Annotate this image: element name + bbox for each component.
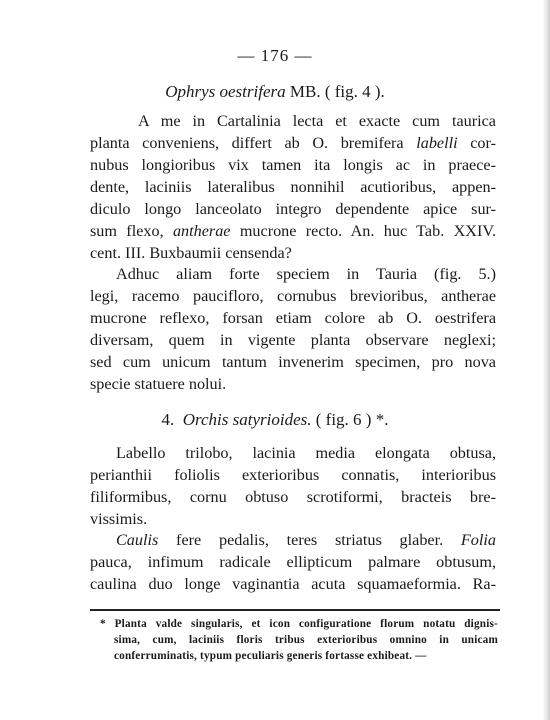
text-line: Labello trilobo, lacinia media elongata obtusa, (116, 444, 496, 462)
page-number: — 176 — (237, 46, 313, 65)
italic-term: labelli (416, 134, 458, 152)
paragraph-orchis-description (90, 529, 496, 595)
italic-term: antherae (172, 222, 231, 240)
text-line: nubus longioribus vix tamen ita longis ac in praece- (90, 156, 496, 174)
text-line: dente, laciniis lateralibus nonnihil acutioribus, appen- (90, 178, 496, 196)
species-name: Orchis satyrioides. (182, 410, 312, 429)
footnote-line: sima, cum, laciniis floris tribus exterioribus omnino in unicam (114, 634, 498, 646)
text-line: diculo longo lanceolato integro dependente apice sur- (90, 200, 496, 218)
text-line: caulina duo longe vaginantia acuta squamaeformia. Ra- (90, 575, 496, 593)
text-line: mucrone reflexo, forsan etiam colore ab O. oestrifera (90, 309, 496, 327)
text-line: sed cum unicum tantum invenerim specimen, pro nova (90, 353, 496, 371)
text-line: specie statuere nolui. (90, 375, 227, 393)
text-line: Adhuc aliam forte speciem in Tauria (fig. 5.) (116, 265, 496, 283)
species-heading-ophrys (0, 82, 550, 102)
text-line: vissimis. (90, 510, 148, 528)
text-line (90, 220, 496, 242)
footnote-line: * Planta valde singularis, et icon configuratione florum notatu dignis- (100, 618, 498, 630)
species-name: Ophrys oestrifera (165, 82, 286, 101)
footnote-line: conferruminatis, typum peculiaris generis fortasse exhibeat. — (114, 650, 427, 662)
paragraph-tauria-species (90, 263, 496, 395)
species-author-fig: MB. ( fig. 4 ). (285, 82, 385, 101)
footnote-divider (90, 609, 500, 611)
text-segment: planta conveniens, differt ab O. bremifera (90, 134, 417, 152)
species-fig-ref: ( fig. 6 ) *. (311, 410, 389, 429)
text-line: cent. III. Buxbaumii censenda? (90, 244, 292, 262)
text-line: perianthii foliolis exterioribus connatis, interioribus (90, 466, 496, 484)
text-line: diversam, quem in vigente planta observare neglexi; (90, 331, 496, 349)
text-segment: mucrone recto. An. huc Tab. XXIV. (230, 222, 496, 240)
footnote (100, 616, 498, 664)
text-line (90, 132, 496, 154)
italic-term: Caulis (116, 531, 159, 549)
text-segment: fere pedalis, teres striatus glaber. (158, 531, 461, 549)
italic-term: Folia (460, 531, 496, 549)
species-number: 4. (161, 410, 175, 429)
text-line: pauca, infimum radicale ellipticum palmare obtusum, (90, 553, 496, 571)
paragraph-ophrys-description (90, 110, 496, 264)
text-line (90, 529, 496, 551)
text-segment: cor- (457, 134, 496, 152)
text-segment: sum flexo, (90, 222, 173, 240)
text-line: A me in Cartalinia lecta et exacte cum taurica (138, 112, 496, 130)
text-line: legi, racemo paucifloro, cornubus brevioribus, antherae (90, 287, 496, 305)
text-line: filiformibus, cornu obtuso scrotiformi, bracteis bre- (90, 488, 496, 506)
page-edge-shadow (542, 0, 550, 720)
paragraph-orchis-diagnosis (90, 442, 496, 530)
species-heading-orchis (0, 410, 550, 430)
